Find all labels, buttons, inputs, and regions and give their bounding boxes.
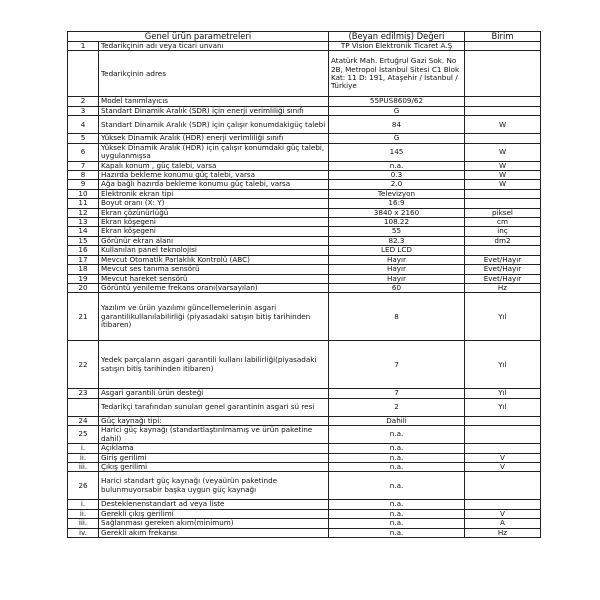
row-value-cell: 82.3 [329, 236, 465, 245]
row-value-cell: Televizyon [329, 189, 465, 198]
table-row [68, 274, 541, 283]
table-row [68, 462, 541, 471]
row-number-cell: 18 [68, 265, 99, 274]
row-number-cell: 25 [68, 426, 99, 444]
row-unit-cell: A [465, 519, 541, 528]
row-unit-cell: W [465, 143, 541, 161]
row-param-cell: Elektronik ekran tipi [99, 189, 329, 198]
row-number-cell [68, 51, 99, 97]
row-param-cell: Yedek parçaların asgari garantili kullanı labilirliği(piyasadaki satışın bitiş tarihinden itibaren) [99, 341, 329, 389]
table-row [68, 519, 541, 528]
row-value-cell: Dahili [329, 416, 465, 425]
row-param-cell: Görüntü yenileme frekans oranı(varsayılan) [99, 283, 329, 292]
header-value-cell: (Beyan edilmiş) Değeri [329, 32, 465, 42]
row-param-cell: Mevcut ses tanıma sensörü [99, 265, 329, 274]
table-row [68, 265, 541, 274]
row-value-cell: n.a. [329, 161, 465, 170]
row-unit-cell [465, 416, 541, 425]
row-param-cell: Yüksek Dinamik Aralık (HDR) enerji verimliliği sınıfı [99, 134, 329, 143]
row-param-cell: Hazırda bekleme konumu güç talebi, varsa [99, 171, 329, 180]
row-param-cell: Giriş gerilimi [99, 453, 329, 462]
row-unit-cell: W [465, 171, 541, 180]
row-param-cell: Kullanılan panel teknolojisi [99, 246, 329, 255]
row-value-cell: 7 [329, 341, 465, 389]
row-param-cell: Tedarikçi tarafından sunulan genel garantinin asgari sü resi [99, 398, 329, 416]
row-unit-cell: Yıl [465, 293, 541, 341]
table-row [68, 116, 541, 134]
row-value-cell: Hayır [329, 255, 465, 264]
row-unit-cell: piksel [465, 208, 541, 217]
row-param-cell: Standart Dinamik Aralık (SDR) için enerji verimliliği sınıfı [99, 106, 329, 115]
row-unit-cell [465, 426, 541, 444]
row-unit-cell: V [465, 509, 541, 518]
row-value-cell: n.a. [329, 453, 465, 462]
row-number-cell: 9 [68, 180, 99, 189]
row-number-cell: 2 [68, 97, 99, 106]
row-param-cell: Açıklama [99, 444, 329, 453]
row-number-cell: i. [68, 500, 99, 509]
row-number-cell: 22 [68, 341, 99, 389]
row-number-cell: 23 [68, 389, 99, 398]
row-unit-cell [465, 134, 541, 143]
row-param-cell: Tedarikçinin adres [99, 51, 329, 97]
row-value-cell: 0.3 [329, 171, 465, 180]
row-value-cell: 2 [329, 398, 465, 416]
row-number-cell: iii. [68, 462, 99, 471]
header-param-cell: Genel ürün parametreleri [68, 32, 329, 42]
row-unit-cell [465, 500, 541, 509]
row-param-cell: Yazılım ve ürün yazılımı güncellemelerinin asgari garantilikullanılabilirliği (piyasadaki satışın bitiş tarihinden itibaren) [99, 293, 329, 341]
row-number-cell: 16 [68, 246, 99, 255]
row-value-cell: n.a. [329, 519, 465, 528]
row-number-cell: 14 [68, 227, 99, 236]
row-param-cell: Tedarikçinin adı veya ticari unvanı [99, 42, 329, 51]
table-row [68, 134, 541, 143]
row-unit-cell: Yıl [465, 389, 541, 398]
table-row [68, 398, 541, 416]
parameter-table [67, 31, 541, 538]
row-param-cell: Ekran çözünürlüğü [99, 208, 329, 217]
table-row [68, 426, 541, 444]
row-value-cell: LED LCD [329, 246, 465, 255]
row-unit-cell: dm2 [465, 236, 541, 245]
row-param-cell: Desteklenenstandart ad veya liste [99, 500, 329, 509]
row-param-cell: Mevcut hareket sensörü [99, 274, 329, 283]
row-value-cell: 145 [329, 143, 465, 161]
row-param-cell: Kapalı konum , güç talebi, varsa [99, 161, 329, 170]
row-param-cell: Sağlanması gereken akım(minimum) [99, 519, 329, 528]
row-number-cell: 6 [68, 143, 99, 161]
header-unit-cell: Birim [465, 32, 541, 42]
row-param-cell: Gerekli çıkış gerilimi [99, 509, 329, 518]
row-unit-cell: W [465, 161, 541, 170]
row-value-cell: 16:9 [329, 199, 465, 208]
row-value-cell: n.a. [329, 500, 465, 509]
row-param-cell: Gerekli akım frekansı [99, 528, 329, 537]
row-unit-cell: inç [465, 227, 541, 236]
row-param-cell: Görünür ekran alanı [99, 236, 329, 245]
row-param-cell: Harici standart güç kaynağı (veyaürün paketinde bulunmuyorsabir başka uygun güç kaynağı [99, 472, 329, 500]
table-row [68, 51, 541, 97]
row-value-cell: n.a. [329, 426, 465, 444]
table-row [68, 444, 541, 453]
table-row [68, 42, 541, 51]
row-number-cell: 1 [68, 42, 99, 51]
table-row [68, 171, 541, 180]
row-value-cell: 7 [329, 389, 465, 398]
row-number-cell: 13 [68, 218, 99, 227]
table-row [68, 143, 541, 161]
row-param-cell: Yüksek Dinamik Aralık (HDR) için çalışır konumdaki güç talebi, uygulanmışsa [99, 143, 329, 161]
table-row [68, 509, 541, 518]
table-row [68, 227, 541, 236]
row-value-cell: 8 [329, 293, 465, 341]
table-row [68, 472, 541, 500]
row-unit-cell [465, 106, 541, 115]
table-header-row [68, 32, 541, 42]
row-unit-cell [465, 189, 541, 198]
row-number-cell: 15 [68, 236, 99, 245]
row-param-cell: Ekran köşegeni [99, 227, 329, 236]
row-param-cell: Asgari garantili ürün desteği [99, 389, 329, 398]
row-unit-cell: Evet/Hayır [465, 255, 541, 264]
table-row [68, 97, 541, 106]
row-param-cell: Boyut oranı (X: Y) [99, 199, 329, 208]
table-row [68, 180, 541, 189]
row-param-cell: Çıkış gerilimi [99, 462, 329, 471]
row-value-cell: Atatürk Mah. Ertuğrul Gazi Sok. No 2B, Metropol İstanbul Sitesi C1 Blok Kat: 11 D: 191, Ataşehir / İstanbul / Türkiye [329, 51, 465, 97]
table-row [68, 389, 541, 398]
row-number-cell: 3 [68, 106, 99, 115]
table-row [68, 106, 541, 115]
row-value-cell: 3840 x 2160 [329, 208, 465, 217]
row-unit-cell: W [465, 116, 541, 134]
row-unit-cell: Evet/Hayır [465, 274, 541, 283]
row-unit-cell [465, 472, 541, 500]
row-number-cell: i. [68, 444, 99, 453]
row-value-cell: Hayır [329, 265, 465, 274]
row-number-cell: 17 [68, 255, 99, 264]
row-unit-cell: Evet/Hayır [465, 265, 541, 274]
table-row [68, 236, 541, 245]
row-param-cell: Standart Dinamik Aralık (SDR) için çalışır konumdakigüç talebi [99, 116, 329, 134]
row-number-cell: 26 [68, 472, 99, 500]
row-unit-cell [465, 51, 541, 97]
row-number-cell [68, 398, 99, 416]
row-param-cell: Harici güç kaynağı (standartlaştırılmamış ve ürün paketine dahil) [99, 426, 329, 444]
row-unit-cell: Yıl [465, 398, 541, 416]
table-row [68, 283, 541, 292]
table-row [68, 293, 541, 341]
row-value-cell: G [329, 134, 465, 143]
row-unit-cell: W [465, 180, 541, 189]
row-number-cell: 7 [68, 161, 99, 170]
row-value-cell: 55 [329, 227, 465, 236]
table-row [68, 218, 541, 227]
row-value-cell: 84 [329, 116, 465, 134]
row-unit-cell [465, 444, 541, 453]
row-number-cell: 10 [68, 189, 99, 198]
table-row [68, 199, 541, 208]
row-value-cell: G [329, 106, 465, 115]
table-row [68, 453, 541, 462]
table-row [68, 416, 541, 425]
row-number-cell: 19 [68, 274, 99, 283]
row-unit-cell [465, 246, 541, 255]
row-number-cell: 20 [68, 283, 99, 292]
table-row [68, 161, 541, 170]
table-row [68, 341, 541, 389]
row-number-cell: 11 [68, 199, 99, 208]
row-number-cell: 5 [68, 134, 99, 143]
row-value-cell: TP Vision Elektronik Ticaret A.Ş [329, 42, 465, 51]
row-param-cell: Ekran köşegeni [99, 218, 329, 227]
row-unit-cell: Yıl [465, 341, 541, 389]
row-number-cell: 8 [68, 171, 99, 180]
row-number-cell: ii. [68, 509, 99, 518]
row-value-cell: 2.0 [329, 180, 465, 189]
row-param-cell: Model tanımlayıcıs [99, 97, 329, 106]
row-param-cell: Mevcut Otomatik Parlaklık Kontrolü (ABC) [99, 255, 329, 264]
table-row [68, 528, 541, 537]
row-number-cell: 4 [68, 116, 99, 134]
row-value-cell: n.a. [329, 444, 465, 453]
table-row [68, 255, 541, 264]
row-unit-cell: V [465, 462, 541, 471]
row-unit-cell: Hz [465, 528, 541, 537]
row-number-cell: ii. [68, 453, 99, 462]
row-value-cell: n.a. [329, 462, 465, 471]
row-param-cell: Güç kaynağı tipi: [99, 416, 329, 425]
row-value-cell: n.a. [329, 472, 465, 500]
row-value-cell: 108.22 [329, 218, 465, 227]
row-value-cell: 60 [329, 283, 465, 292]
row-param-cell: Ağa bağlı hazırda bekleme konumu güç talebi, varsa [99, 180, 329, 189]
row-number-cell: 21 [68, 293, 99, 341]
row-unit-cell [465, 199, 541, 208]
row-unit-cell: V [465, 453, 541, 462]
row-value-cell: n.a. [329, 528, 465, 537]
row-value-cell: 55PUS8609/62 [329, 97, 465, 106]
table-row [68, 189, 541, 198]
table-row [68, 246, 541, 255]
row-unit-cell: cm [465, 218, 541, 227]
row-unit-cell [465, 42, 541, 51]
table-body [68, 42, 541, 538]
row-value-cell: n.a. [329, 509, 465, 518]
table-row [68, 500, 541, 509]
row-unit-cell [465, 97, 541, 106]
row-number-cell: iv. [68, 528, 99, 537]
row-number-cell: 24 [68, 416, 99, 425]
row-number-cell: 12 [68, 208, 99, 217]
table-row [68, 208, 541, 217]
row-unit-cell: Hz [465, 283, 541, 292]
row-number-cell: iii. [68, 519, 99, 528]
product-parameter-sheet [67, 31, 540, 538]
row-value-cell: Hayır [329, 274, 465, 283]
